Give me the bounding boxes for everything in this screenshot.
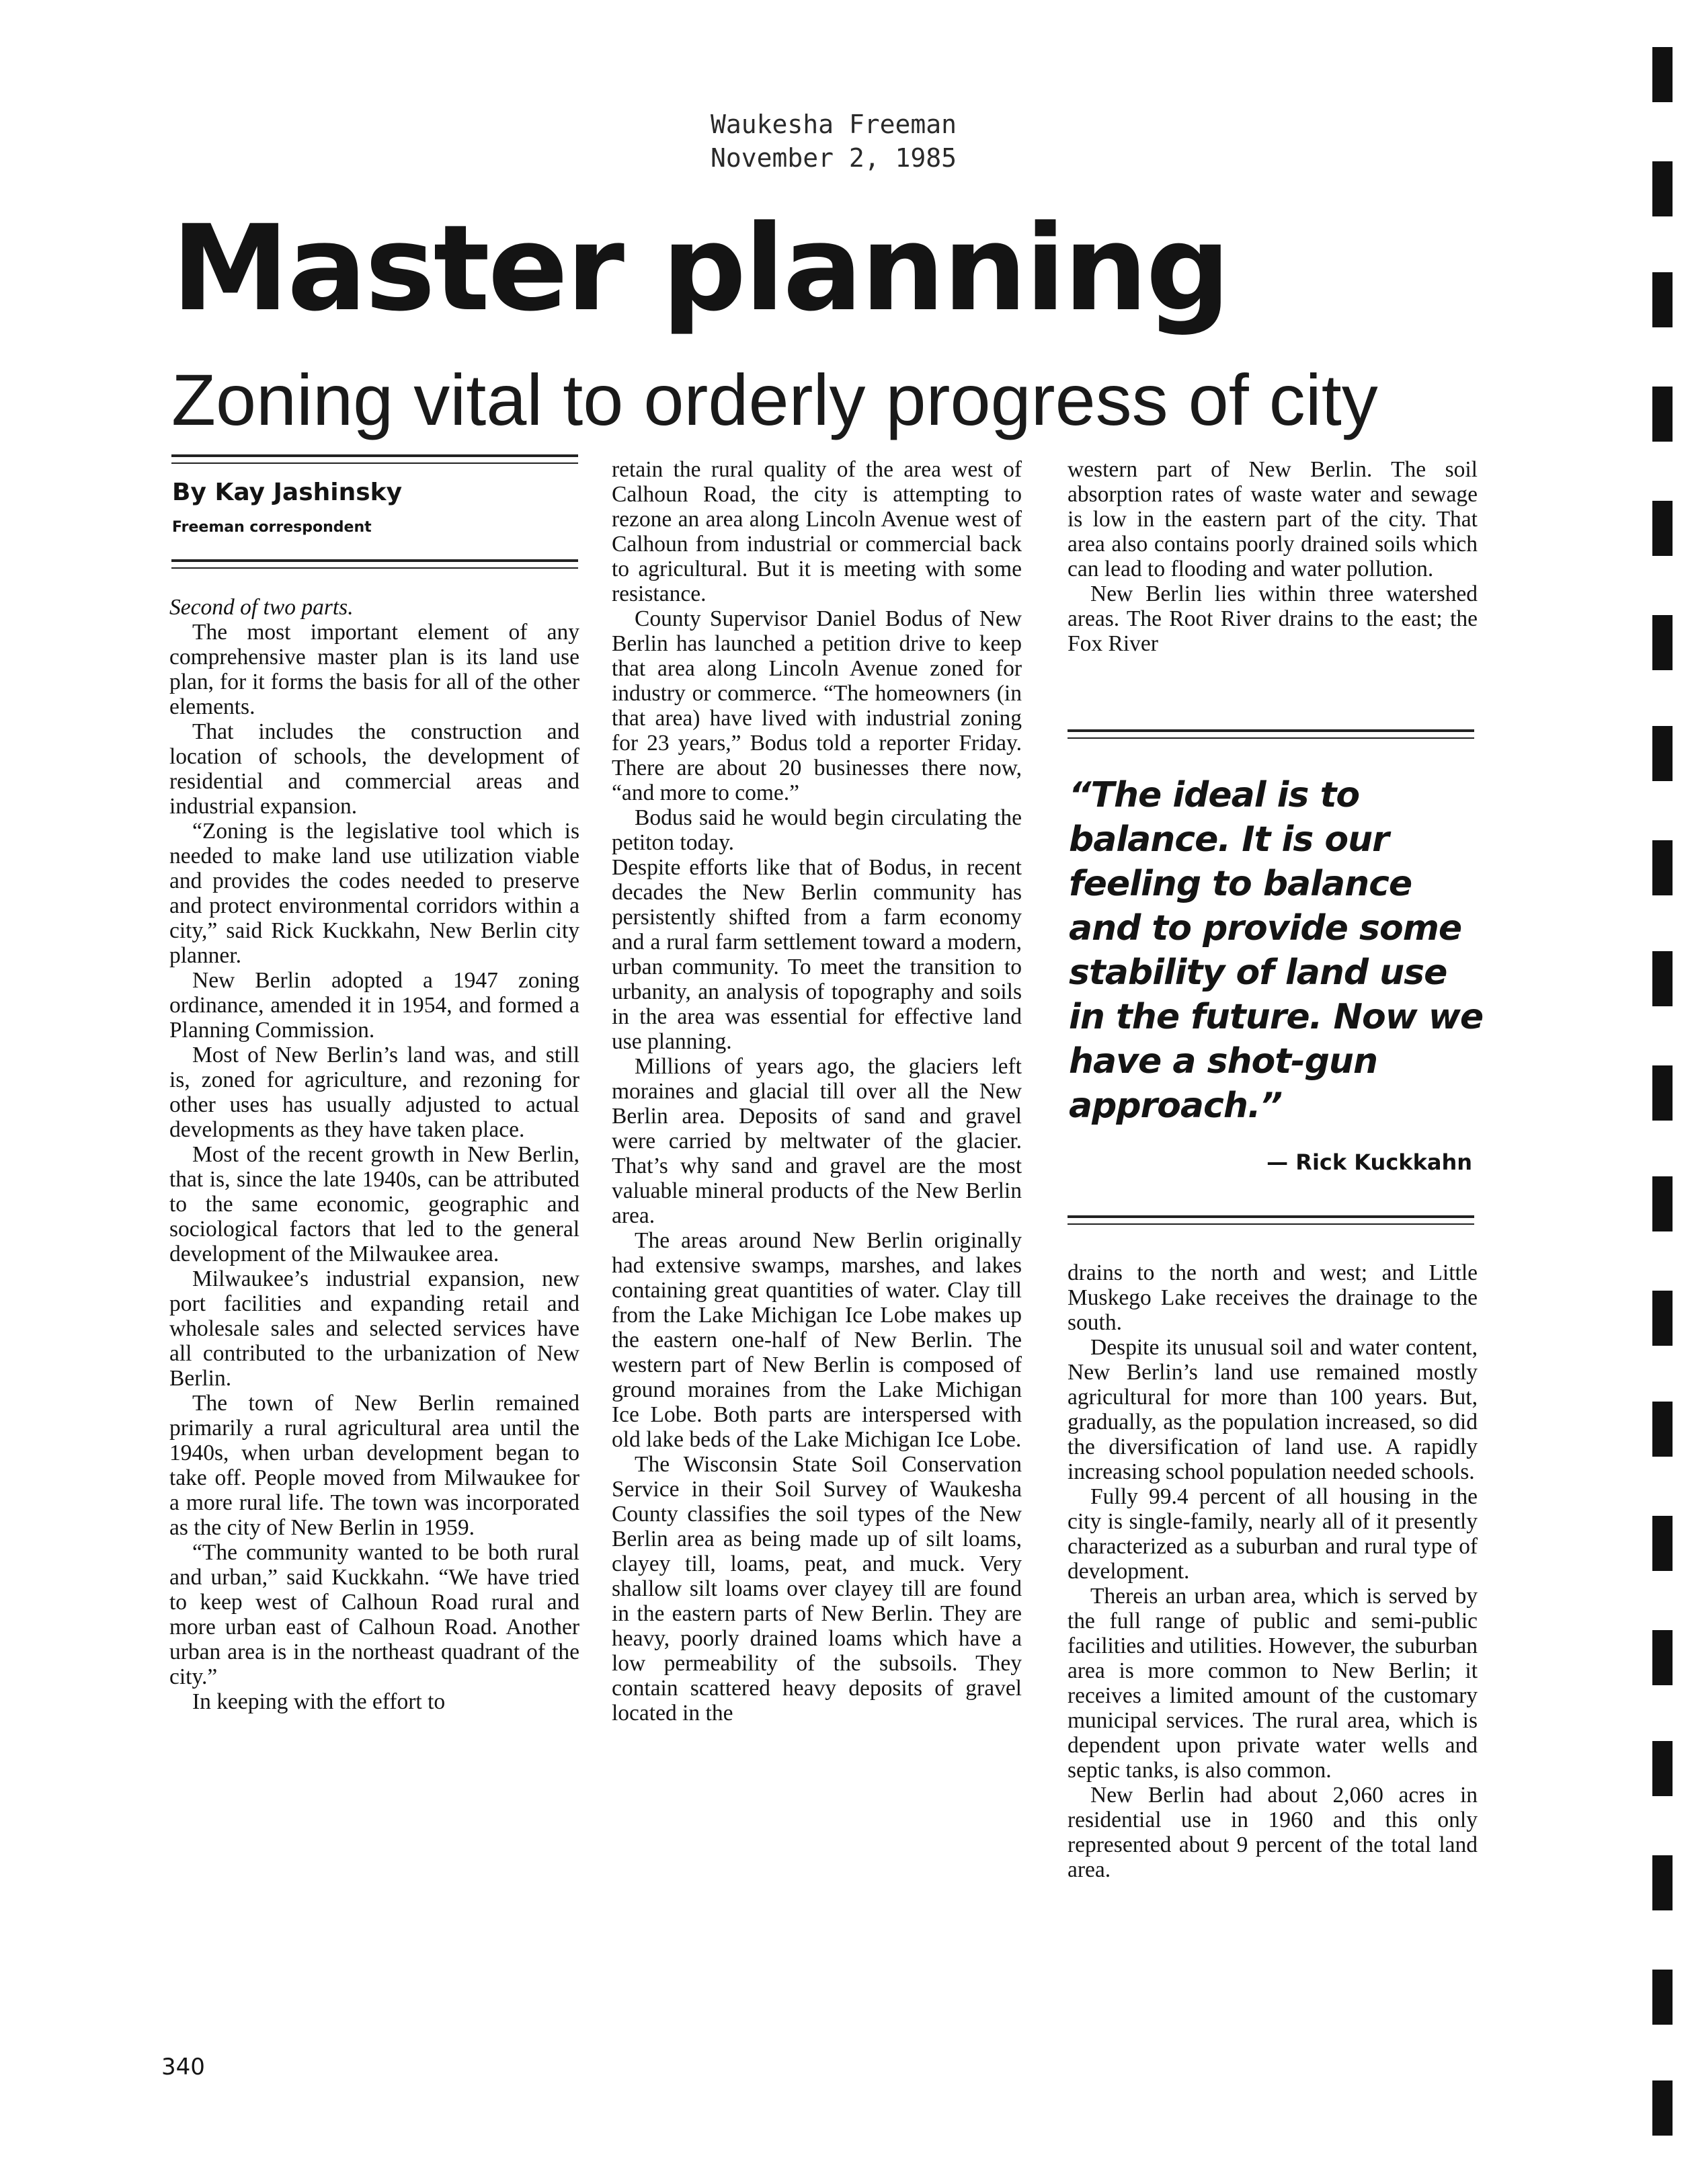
paragraph: The most important element of any comprehensive master plan is its land use plan, for it forms the basis for all of the other elements. xyxy=(169,620,579,719)
paragraph: Millions of years ago, the glaciers left moraines and glacial till over all the New Berlin area. Deposits of sand and gravel were carried by meltwater of the glacier. That’s why sand and gravel are the most valuable mineral products of the New Berlin area. xyxy=(612,1054,1022,1228)
binding-mark xyxy=(1652,726,1673,781)
pull-quote-rule-top xyxy=(1068,729,1474,732)
paragraph: County Supervisor Daniel Bodus of New Berlin has launched a petition drive to keep that area along Lincoln Avenue zoned for industry or commerce. “The homeowners (in that area) have lived with industrial zoning for 23 years,” Bodus told a reporter Friday. There are about 20 businesses there now, “and more to come.” xyxy=(612,606,1022,805)
binding-mark xyxy=(1652,1402,1673,1457)
byline-credit: Freeman correspondent xyxy=(172,519,372,536)
binding-mark xyxy=(1652,501,1673,556)
paragraph: In keeping with the effort to xyxy=(192,1689,446,1714)
pull-quote-rule-bottom xyxy=(1068,1215,1474,1218)
binding-mark xyxy=(1652,47,1673,102)
byline-rule-bottom xyxy=(171,559,578,562)
article-column-1 xyxy=(169,595,579,1714)
paragraph: That includes the construction and location of schools, the development of residential and commercial areas and industrial expansion. xyxy=(169,719,579,819)
paragraph: Despite efforts like that of Bodus, in recent decades the New Berlin community has persistently shifted from a farm economy and a rural farm settlement toward a modern, urban community. To meet the transition to urbanity, an analysis of topography and soils in the area was essential for effective land use planning. xyxy=(612,855,1022,1054)
pull-quote-rule-top-inner xyxy=(1068,737,1474,739)
publication-name: Waukesha Freeman xyxy=(710,110,957,139)
binding-mark xyxy=(1652,1741,1673,1796)
binding-mark xyxy=(1652,951,1673,1006)
pull-quote-rule-bottom-inner xyxy=(1068,1223,1474,1225)
binding-mark xyxy=(1652,1855,1673,1910)
publication-date: November 2, 1985 xyxy=(710,143,957,173)
binding-mark xyxy=(1652,272,1673,327)
binding-mark xyxy=(1652,1176,1673,1231)
paragraph: western part of New Berlin. The soil absorption rates of waste water and sewage is low in the eastern part of the city. That area also contains poorly drained soils which can lead to flooding and water pollution. xyxy=(1068,457,1478,581)
pull-quote: “The ideal is to balance. It is our feeling to balance and to provide some stability of land use in the future. Now we have a shot-gun approach.” xyxy=(1069,775,1484,1126)
series-note: Second of two parts. xyxy=(169,595,354,620)
binding-mark xyxy=(1652,1291,1673,1346)
source-line xyxy=(645,108,1022,175)
byline-rule-top xyxy=(171,454,578,457)
paragraph: “Zoning is the legislative tool which is needed to make land use utilization viable and provides the codes needed to preserve and protect environmental corridors within a city,” said Rick Kuckkahn, New Berlin city planner. xyxy=(169,819,579,968)
article-column-3-bottom xyxy=(1068,1260,1478,1882)
paragraph: The town of New Berlin remained primarily a rural agricultural area until the 1940s, when urban development began to take off. People moved from Milwaukee for a more rural life. The town was incorporated as the city of New Berlin in 1959. xyxy=(169,1391,579,1540)
paragraph: New Berlin adopted a 1947 zoning ordinance, amended it in 1954, and formed a Planning Commission. xyxy=(169,968,579,1043)
binding-mark xyxy=(1652,161,1673,216)
paragraph: New Berlin had about 2,060 acres in residential use in 1960 and this only represented about 9 percent of the total land area. xyxy=(1068,1783,1478,1882)
paragraph: retain the rural quality of the area west of Calhoun Road, the city is attempting to rezone an area along Lincoln Avenue west of Calhoun from industrial or commercial back to agricultural. But it is meeting with some resistance. xyxy=(612,457,1022,606)
binding-mark xyxy=(1652,1516,1673,1571)
binding-mark xyxy=(1652,1065,1673,1121)
binding-mark xyxy=(1652,615,1673,670)
paragraph: drains to the north and west; and Little Muskego Lake receives the drainage to the south. xyxy=(1068,1260,1478,1335)
paragraph: Fully 99.4 percent of all housing in the city is single-family, nearly all of it presently characterized as a suburban and rural type of development. xyxy=(1068,1484,1478,1584)
paragraph: Most of New Berlin’s land was, and still is, zoned for agriculture, and rezoning for other uses has usually adjusted to actual developments as they have taken place. xyxy=(169,1043,579,1142)
paragraph: New Berlin lies within three watershed areas. The Root River drains to the east; the Fox River xyxy=(1068,581,1478,656)
paragraph: The Wisconsin State Soil Conservation Service in their Soil Survey of Waukesha County classifies the soil types of the New Berlin area as being made up of silt loams, clayey till, loams, peat, and muck. Very shallow silt loams over clayey till are found in the eastern parts of New Berlin. They are heavy, poorly drained loams which have a low permeability of the subsoils. They contain scattered heavy deposits of gravel located in the xyxy=(612,1452,1022,1726)
byline: By Kay Jashinsky xyxy=(172,479,403,506)
byline-rule-top-inner xyxy=(171,462,578,464)
paragraph: Bodus said he would begin circulating the petiton today. xyxy=(612,805,1022,855)
subheadline: Zoning vital to orderly progress of city xyxy=(171,359,1378,440)
pull-quote-attribution: — Rick Kuckkahn xyxy=(1266,1149,1472,1175)
paragraph: Thereis an urban area, which is served by the full range of public and semi-public facilities and utilities. However, the suburban area is more common to New Berlin; it receives a limited amount of the customary municipal services. The rural area, which is dependent upon private water wells and septic tanks, is also common. xyxy=(1068,1584,1478,1783)
article-column-3-top xyxy=(1068,457,1478,656)
paragraph: Milwaukee’s industrial expansion, new port facilities and expanding retail and wholesale sales and selected services have all contributed to the urbanization of New Berlin. xyxy=(169,1266,579,1391)
paragraph: “The community wanted to be both rural and urban,” said Kuckkahn. “We have tried to keep west of Calhoun Road rural and more urban east of Calhoun Road. Another urban area is in the northeast quadrant of the city.” xyxy=(169,1540,579,1689)
binding-mark xyxy=(1652,2080,1673,2136)
headline: Master planning xyxy=(171,200,1229,337)
page-number: 340 xyxy=(161,2054,205,2080)
paragraph: The areas around New Berlin originally had extensive swamps, marshes, and lakes containing great quantities of water. Clay till from the Lake Michigan Ice Lobe makes up the eastern one-half of New Berlin. The western part of New Berlin is composed of ground moraines from the Lake Michigan Ice Lobe. Both parts are interspersed with old lake beds of the Lake Michigan Ice Lobe. xyxy=(612,1228,1022,1452)
binding-mark xyxy=(1652,840,1673,895)
paragraph: Despite its unusual soil and water content, New Berlin’s land use remained mostly agricultural for more than 100 years. But, gradually, as the population increased, so did the diversification of land use. A rapidly increasing school population needed schools. xyxy=(1068,1335,1478,1484)
paragraph: Most of the recent growth in New Berlin, that is, since the late 1940s, can be attributed to the same economic, geographic and sociological factors that led to the general development of the Milwaukee area. xyxy=(169,1142,579,1266)
byline-rule-bottom-inner xyxy=(171,567,578,569)
article-column-2 xyxy=(612,457,1022,1726)
binding-mark xyxy=(1652,387,1673,442)
binding-mark xyxy=(1652,1630,1673,1685)
binding-mark xyxy=(1652,1970,1673,2025)
